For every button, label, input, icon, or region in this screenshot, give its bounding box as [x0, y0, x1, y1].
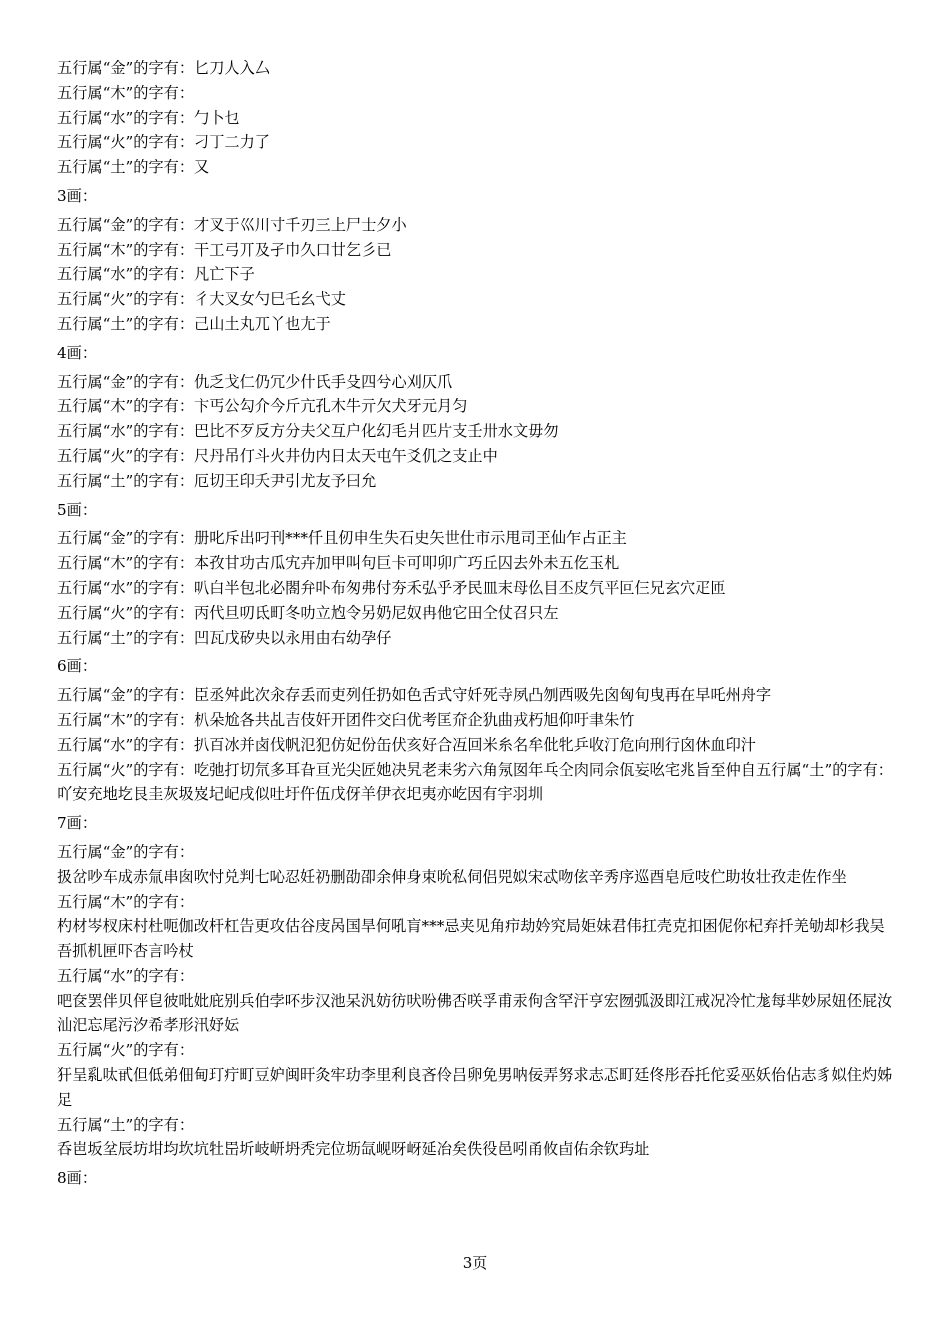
text-line: 五行属“金”的字有：	[57, 842, 195, 861]
text-line: 五行属“水”的字有：叭白半包北必閤弁卟布匆弗付夯禾弘乎矛民皿末母仫目丕皮氕平叵仨兄玄穴疋匝	[57, 578, 726, 597]
text-line: 扱岔吵车成赤氚串囱吹忖兑判七吣忍妊礽删劭卲余伸身束吮私伺侣兕姒宋忒吻伭辛秀序巡酉皂卮吱伫助妆壮孜走佐作坐	[57, 867, 847, 886]
text-line: 呑岜坂坌辰坊坩均坎坑牡岊圻岐岍坍秃完位坜氙岘呀岈延冶矣佚役邑吲甬攸卣佑余钦玙址	[57, 1140, 650, 1159]
stroke-count-heading: 3画：	[57, 186, 98, 205]
text-line: 五行属“木”的字有：卞丐公勾介今斤亢孔木牛亓欠犬牙元月匀	[57, 397, 468, 416]
text-line: 杓材岑杈床村杜呃伽改杆杠告更攻估谷庋呙国旱何吼肓***忌夹见角疖劫妗究局姖妹君伟扛壳克扣困伲你杞弃扦羌劬却杉我吴吾抓机匣吓杏言吟杖	[57, 917, 885, 961]
text-line: 五行属“水”的字有：	[57, 966, 195, 985]
text-line: 五行属“金”的字有：仇乏戈仁仍冗少什氏手殳四兮心刈仄爪	[57, 372, 453, 391]
text-line: 吧奁罢伴贝伻皀彼吡妣庇别兵伯孛吥步汉池呆汎妨彷吠吩佛否咲孚甫汞佝含罕汗亨宏囫弧汲即江戒况冷忙尨每芈妙尿妞伾屁汝汕汜忘尾污汐希孝形汛妤妘	[57, 991, 893, 1035]
text-line: 五行属“土”的字有：己山土丸兀丫也尢于	[57, 314, 331, 333]
text-line: 五行属“金”的字有：臣丞舛此次汆存丢而吏列任扔如色舌式守奷死寺夙凸刎西吸先囟匈旬曳再在早吒州舟字	[57, 686, 772, 705]
text-line: 五行属“火”的字有：丙代旦叨氐町冬叻立尥令另奶尼奴冉他它田仝仗召只左	[57, 603, 559, 622]
text-line: 五行属“金”的字有：册叱斥出叼刊***仟且仞申生失石史矢世仕市示甩司玊仙乍占正主	[57, 529, 627, 548]
document-body	[57, 56, 897, 1195]
text-line: 五行属“木”的字有：朳朵尬各共乩吉伎奸开团件交臼优考匡夼企犰曲戎朽旭仰吁聿朱竹	[57, 710, 635, 729]
stroke-count-heading: 6画：	[57, 657, 98, 676]
text-line: 五行属“土”的字有：	[57, 1115, 195, 1134]
text-line: 五行属“土”的字有：凹瓦戊矽央以永用由右幼孕仔	[57, 628, 392, 647]
text-line: 五行属“木”的字有：干工弓丌及孑巾久口廿乞彡已	[57, 240, 392, 259]
text-line: 五行属“火”的字有：吃弛打切氘多耳旮亘光尖匠她决旯老耒劣六角氖囡年乓仝肉同佘佤妄吆宅兆旨至仲自五行属“土”的字有：吖安充地圪艮圭灰圾岌圮屺戌似吐圩仵伍戊伢羊伊衣圯夷亦屹因有宇羽圳	[57, 760, 893, 804]
stroke-count-heading: 4画：	[57, 343, 98, 362]
text-line: 五行属“土”的字有：又	[57, 158, 210, 177]
text-line: 犴呈乿呔甙但低弟佃甸玎疔町豆妒闽旰灸牢玏李里利良吝伶吕卵免男呐佞弄努求志忑町廷佟彤吞托佗妥巫妖佁佔志豸姒住灼姊足	[57, 1066, 893, 1109]
text-line: 五行属“土”的字有：厄切王印夭尹引尤友予曰允	[57, 471, 377, 490]
stroke-count-heading: 5画：	[57, 500, 98, 519]
text-line: 五行属“水”的字有：扒百冰并卤伐帆氾犯仿妃份缶伏亥好合冱回米糸名牟仳牝乒收汀危向刑行囟休血印汁	[57, 735, 756, 754]
text-line: 五行属“金”的字有：匕刀人入厶	[57, 59, 270, 77]
text-line: 五行属“水”的字有：巴比不歹反方分夫父互户化幻毛爿匹片支壬卅水文毋勿	[57, 422, 559, 441]
text-line: 五行属“火”的字有：尺丹吊仃斗火井仂内日太天屯午爻仉之支止中	[57, 446, 498, 465]
stroke-count-heading: 8画：	[57, 1169, 98, 1188]
text-line: 五行属“金”的字有：才叉于巛川寸千刃三上尸士夕小	[57, 215, 407, 234]
stroke-count-heading: 7画：	[57, 814, 98, 833]
text-line: 五行属“水”的字有：凡亡下子	[57, 265, 255, 284]
text-line: 五行属“木”的字有：	[57, 892, 195, 911]
text-line: 五行属“木”的字有：	[57, 83, 195, 102]
text-line: 五行属“火”的字有：彳大叉女勺巳乇幺弋丈	[57, 290, 346, 309]
text-line: 五行属“火”的字有：刁丁二力了	[57, 133, 270, 152]
text-line: 五行属“水”的字有：勹卜乜	[57, 108, 240, 127]
text-line: 五行属“火”的字有：	[57, 1041, 195, 1060]
text-line: 五行属“木”的字有：本孜甘功古瓜宄卉加甲叫句巨卡可叩卯广巧丘囚去外未五仡玉札	[57, 554, 620, 573]
page-number: 3页	[462, 1254, 488, 1272]
